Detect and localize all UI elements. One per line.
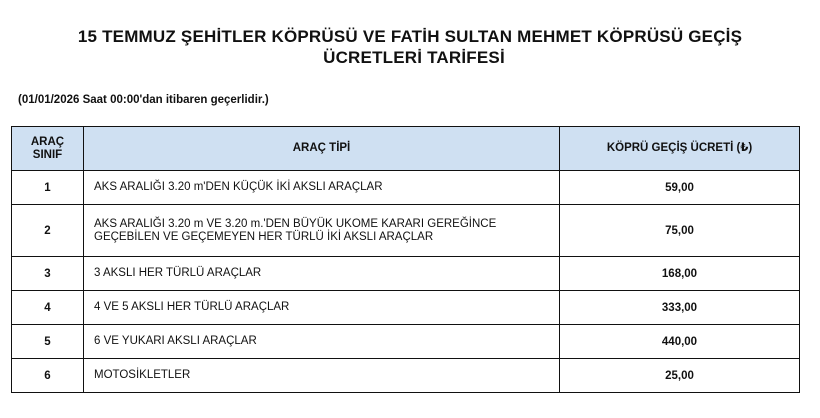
page-title-line-2: ÜCRETLERİ TARİFESİ [323, 48, 505, 67]
toll-fee-cell: 440,00 [560, 325, 800, 359]
vehicle-class-cell: 3 [12, 257, 84, 291]
vehicle-class-cell: 5 [12, 325, 84, 359]
vehicle-class-cell: 6 [12, 359, 84, 393]
table-header-row [12, 127, 800, 171]
page-title-line-1: 15 TEMMUZ ŞEHİTLER KÖPRÜSÜ VE FATİH SULTAN MEHMET KÖPRÜSÜ GEÇİŞ [77, 27, 743, 46]
toll-fee-cell: 25,00 [560, 359, 800, 393]
table-row [12, 257, 800, 291]
vehicle-class-cell: 4 [12, 291, 84, 325]
table-row [12, 325, 800, 359]
header-vehicle-class [12, 127, 84, 171]
vehicle-type-cell: 4 VE 5 AKSLI HER TÜRLÜ ARAÇLAR [84, 291, 560, 325]
vehicle-class-cell: 1 [12, 171, 84, 205]
vehicle-type-cell: 6 VE YUKARI AKSLI ARAÇLAR [84, 325, 560, 359]
header-vehicle-class-line-1: ARAÇ [30, 135, 65, 148]
vehicle-type-cell: MOTOSİKLETLER [84, 359, 560, 393]
toll-fee-cell: 168,00 [560, 257, 800, 291]
vehicle-type-cell: AKS ARALIĞI 3.20 m'DEN KÜÇÜK İKİ AKSLI ARAÇLAR [84, 171, 560, 205]
table-row [12, 205, 800, 257]
page-title [0, 26, 820, 68]
toll-fee-cell: 333,00 [560, 291, 800, 325]
table-row [12, 359, 800, 393]
vehicle-type-cell: 3 AKSLI HER TÜRLÜ ARAÇLAR [84, 257, 560, 291]
validity-note: (01/01/2026 Saat 00:00'dan itibaren geçerlidir.) [18, 94, 269, 106]
toll-fee-cell: 59,00 [560, 171, 800, 205]
vehicle-class-cell: 2 [12, 205, 84, 257]
header-vehicle-class-line-2: SINIF [32, 148, 63, 161]
header-toll-fee: KÖPRÜ GEÇİŞ ÜCRETİ (₺) [560, 127, 800, 171]
table-row [12, 291, 800, 325]
header-vehicle-type: ARAÇ TİPİ [84, 127, 560, 171]
table-row [12, 171, 800, 205]
vehicle-type-cell: AKS ARALIĞI 3.20 m VE 3.20 m.'DEN BÜYÜK UKOME KARARI GEREĞİNCE GEÇEBİLEN VE GEÇEMEYEN HER TÜRLÜ İKİ AKSLI ARAÇLAR [84, 205, 560, 257]
toll-fee-cell: 75,00 [560, 205, 800, 257]
tariff-table [11, 126, 800, 393]
